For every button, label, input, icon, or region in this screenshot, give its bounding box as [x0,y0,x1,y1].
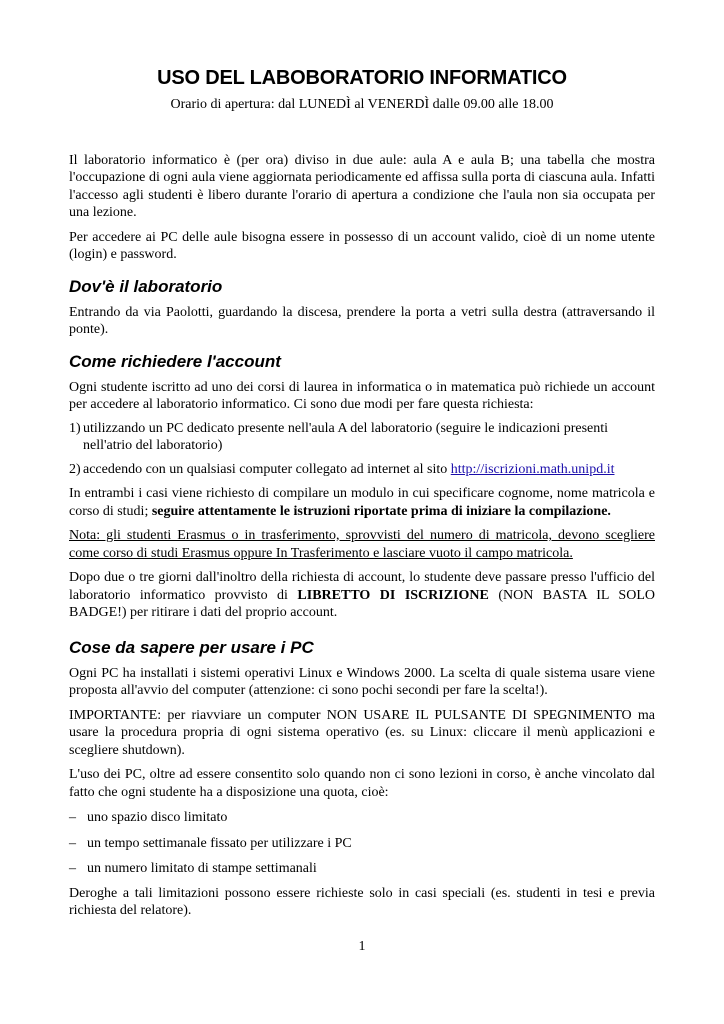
list-item [69,835,655,853]
list-item-text-prefix: accedendo con un qualsiasi computer collegato ad internet al sito [83,461,451,477]
pc-paragraph-1: Ogni PC ha installati i sistemi operativi Linux e Windows 2000. La scelta di quale sistema usare viene proposta all'avvio del computer (attenzione: ci sono pochi secondi per fare la scelta!). [69,665,655,698]
pc-paragraph-important: IMPORTANTE: per riavviare un computer NON USARE IL PULSANTE DI SPEGNIMENTO ma usare la procedura propria di ogni sistema operativo (es. su Linux: cliccare il menù applicazioni e scegliere shutdown). [69,707,655,758]
account-paragraph-2 [69,485,655,520]
intro-paragraph-1: Il laboratorio informatico è (per ora) diviso in due aule: aula A e aula B; una tabella che mostra l'occupazione di ogni aula viene aggiornata periodicamente ed affissa sulla porta di ciascuna aula. Infatti l'accesso agli studenti è libero durante l'orario di apertura a condizione che l'aula non sia occupata per una lezione. [69,152,655,220]
erasmus-note: Nota: gli studenti Erasmus o in trasferimento, sprovvisti del numero di matricola, devono scegliere come corso di studi Erasmus oppure In Trasferimento e lasciare vuoto il campo matricola. [69,528,655,561]
bullet-dash: – [69,835,76,851]
account-paragraph-3 [69,569,655,622]
list-item-text: uno spazio disco limitato [87,810,228,825]
iscrizioni-link[interactable]: http://iscrizioni.math.unipd.it [450,461,615,477]
list-item [69,461,655,479]
account-paragraph-2-text: In entrambi i casi viene richiesto di compilare un modulo in cui specificare cognome, nome matricola e corso di studi; [69,486,655,519]
list-item [69,860,655,878]
document-page [69,66,655,920]
page-number: 1 [358,939,366,954]
libretto-emphasis: LIBRETTO DI ISCRIZIONE [297,587,489,603]
heading-pc: Cose da sapere per usare i PC [69,637,314,657]
account-paragraph-1: Ogni studente iscritto ad uno dei corsi di laurea in informatica o in matematica può richiede un account per accedere al laboratorio informatico. Ci sono due modi per fare questa richiesta: [69,379,655,412]
heading-dove: Dov'è il laboratorio [69,276,223,296]
pc-paragraph-quota: L'uso dei PC, oltre ad essere consentito solo quando non ci sono lezioni in corso, è anche vincolato dal fatto che ogni studente ha a disposizione una quota, cioè: [69,767,655,800]
list-item-text [83,461,655,479]
document-title: USO DEL LABOBORATORIO INFORMATICO [157,67,567,89]
account-paragraph-3-tail: (NON BASTA IL SOLO BADGE!) per ritirare i dati del proprio account. [69,587,655,620]
opening-hours: Orario di apertura: dal LUNEDÌ al VENERDÌ dalle 09.00 alle 18.00 [170,97,554,112]
heading-account: Come richiedere l'account [69,351,281,371]
list-number: 2) [69,461,81,477]
list-item-text: un numero limitato di stampe settimanali [87,861,317,876]
pc-paragraph-deroghe: Deroghe a tali limitazioni possono essere richieste solo in casi speciali (es. studenti in tesi e previa richiesta del relatore). [69,885,655,918]
list-item-text: un tempo settimanale fissato per utilizzare i PC [87,835,352,851]
account-paragraph-3-text: Dopo due o tre giorni dall'inoltro della richiesta di account, lo studente deve passare presso l'ufficio del laboratorio informatico provvisto di [69,570,655,603]
bullet-dash: – [69,810,76,825]
account-instructions-emphasis: seguire attentamente le istruzioni riportate prima di iniziare la compilazione. [151,503,611,519]
dove-paragraph: Entrando da via Paolotti, guardando la discesa, prendere la porta a vetri sulla destra (attraversando il ponte). [69,304,655,337]
intro-paragraph-2: Per accedere ai PC delle aule bisogna essere in possesso di un account valido, cioè di un nome utente (login) e password. [69,229,655,262]
list-item-text: utilizzando un PC dedicato presente nell'aula A del laboratorio (seguire le indicazioni presenti nell'atrio del laboratorio) [83,420,609,453]
list-number: 1) [69,420,81,436]
list-item [69,809,655,827]
bullet-dash: – [69,861,76,876]
list-item [69,420,655,455]
